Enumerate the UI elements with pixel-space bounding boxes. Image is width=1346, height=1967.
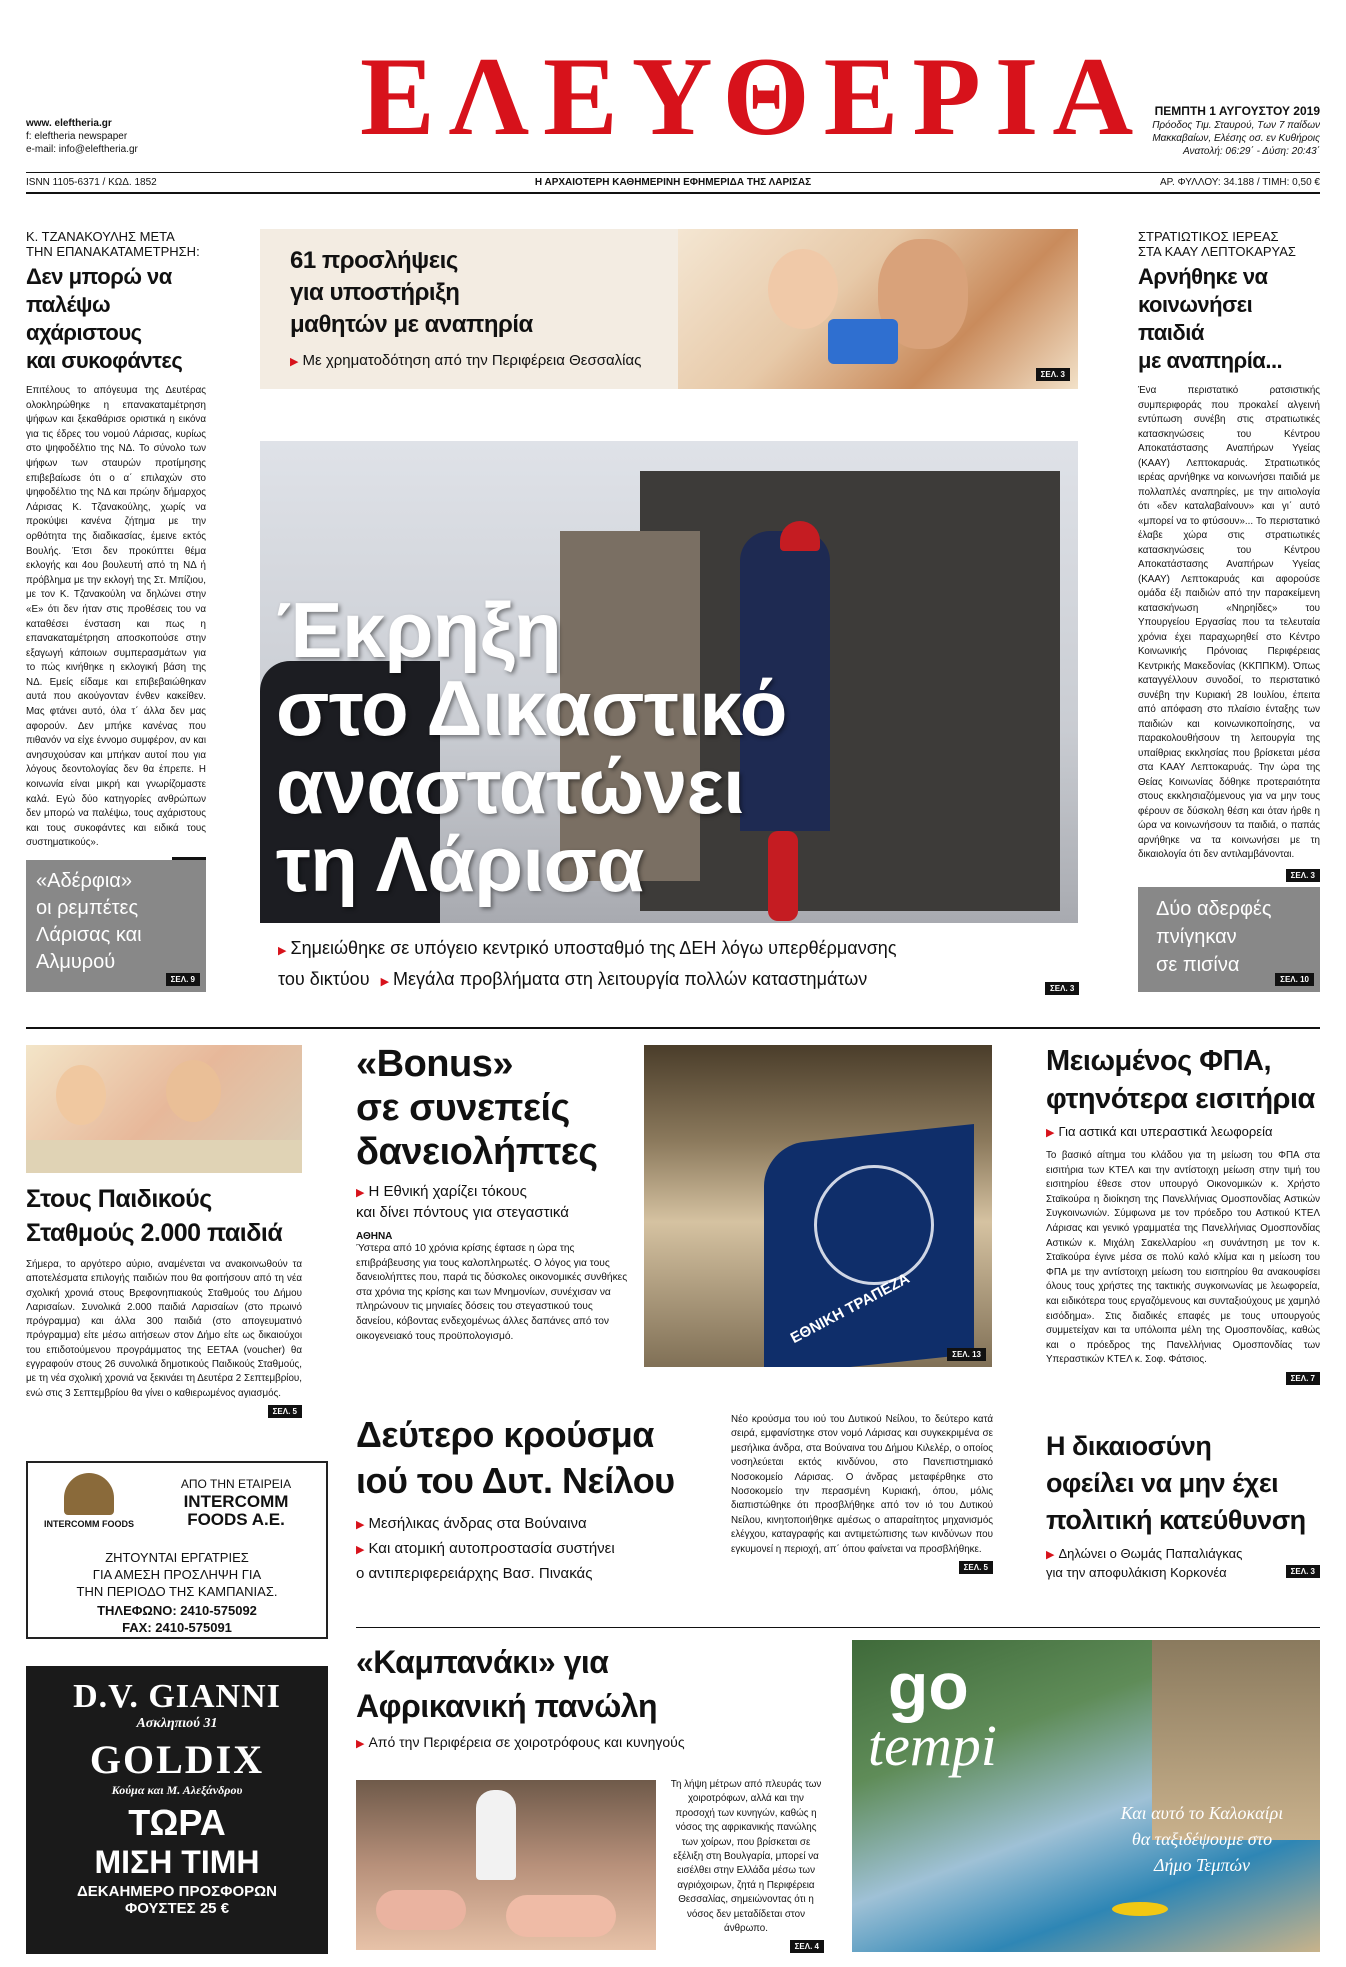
masthead-saints1: Πρόοδος Τιμ. Σταυρού, Των 7 παίδων — [1152, 120, 1320, 131]
left-body: Επιτέλους το απόγευμα της Δευτέρας ολοκληρώθηκε η επανακαταμέτρηση ψήφων και ξεκαθάρισε οριστικά η εικόνα για τις έδρες του νομού Λάρισας, κυρίως στο ψηφοδέλτιο της ΝΔ. Το σύνολο των ψήφων των σταυρών προτίμησης επιβεβαίωσε ότι ο α΄ επιλαχών στο ψηφοδέλτιο της ΝΔ και πρώην δήμαρχος Λάρισας Κ. Τζανακούλης, χωρίς να προκύψει κανένα ζήτημα με την ορθότητα της διαδικασίας, έμεινε εκτός Βουλής. Έτσι δεν προκύπτει θέμα εκλογής και 4ου βουλευτή από τη ΝΔ ή πρόβλημα με την εκλογή της Στ. Μπίζιου, με τον Κ. Τζανακούλη να δηλώνει στην «Ε» ότι δεν ήταν στις προθέσεις του να καταθέσει ένσταση και πως η επανακαταμέτρηση αποσκοπούσε στην εξαγωγή κάποιων συμπερασμάτων για το πώς κινήθηκε η εκλογική βάση της ΝΔ. Εμείς είδαμε και επιβεβαιώθηκαν αυτά που ακούγονταν ένθεν κακείθεν. Μας φτάνει αυτό, όλα τ΄ άλλα δεν μας αφορούν. Δεν μπήκε κανένας που πιθανόν να είχε έννομο συμφέρον, αν και ανησυχούσαν και μπήκαν αυτοί που για λόγους δεοντολογίας δεν θα έπρεπε. Η κοινωνία είναι μικρή και γνωρίζομαστε καλά. Εγώ δύο κατηγορίες ανθρώπων δεν μπορώ να παλέψω, τους αχάριστους και τους συκοφάντες και ειδικά τους συστηματικούς». — [26, 385, 206, 849]
right-headline[interactable]: Αρνήθηκε να κοινωνήσει παιδιά με αναπηρία... — [1138, 264, 1283, 373]
masthead-issn: ISNN 1105-6371 / ΚΩΔ. 1852 — [26, 177, 157, 188]
page-ref: ΣΕΛ. 5 — [959, 1561, 993, 1574]
right-body: Ένα περιστατικό ρατσιστικής συμπεριφοράς που προκαλεί αλγεινή εντύπωση συνέβη στις στρατιωτικές κατασκηνώσεις του Κέντρου Αποκατάστασης Αναπήρων Υγείας (ΚΑΑΥ) Λεπτοκαρυάς. Στρατιωτικός ιερέας αρνήθηκε να κοινωνήσει παιδιά με πολλαπλές αναπηρίες, με την αιτιολογία ότι «δεν καταλαβαίνουν» και γι΄ αυτό «μπορεί να το φτύσουν»... Το περιστατικό έλαβε χώρα στις στρατιωτικές κατασκηνώσεις του Κέντρου Αποκατάστασης Αναπήρων Υγείας (ΚΑΑΥ) Λεπτοκαρυάς και αφορούσε ομάδα έξι παιδιών από την παρακείμενη κατασκήνωση «Νηρηίδες» του Υπουργείου Εργασίας που τα τελευταία χρόνια έχει παραχωρηθεί στο Κέντρο Κοινωνικής Πρόνοιας Περιφέρειας Κεντρικής Μακεδονίας (ΚΚΠΠΚΜ). Όπως καταγγέλλουν συνοδοί, το περιστατικό συνέβη την Κυριακή 28 Ιουλίου, έπειτα από απόφαση στο πλαίσιο ένταξης των παιδιών και κοινωνικοποίησης, να παρακολουθήσουν τη λειτουργία της υπαίθριας εκκλησίας που βρίσκεται μέσα στα ΚΑΑΥ Λεπτοκαρυάς. Την ώρα της Θείας Κοινωνίας δόθηκε προτεραιότητα στους εκκλησιαζόμενους για να μην τους φέρουν σε δύσκολη θέση και όταν ήρθε η ώρα να κοινωνήσουν τα παιδιά, ο παπάς αρνήθηκε να τα κοινωνήσει με τη δικαιολογία ότι δεν αντιλαμβάνονται. — [1138, 385, 1320, 860]
masthead-tagline: Η ΑΡΧΑΙΟΤΕΡΗ ΚΑΘΗΜΕΡΙΝΗ ΕΦΗΜΕΡΙΔΑ ΤΗΣ ΛΑΡΙΣΑΣ — [534, 177, 812, 188]
divider — [26, 1027, 1320, 1029]
bank-logo-icon — [814, 1165, 934, 1285]
tempi-ad[interactable]: go tempi Και αυτό το Καλοκαίρι θα ταξιδέψουμε στο Δήμο Τεμπών — [852, 1640, 1320, 1952]
page-ref: ΣΕΛ. 3 — [1045, 982, 1079, 995]
bonus-story[interactable]: «Bonus» σε συνεπείς δανειολήπτες ▶ Η Εθνική χαρίζει τόκους και δίνει πόντους για στεγαστικά ΑΘΗΝΑ Ύστερα από 10 χρόνια κρίσης έφτασε η ώρα της επιβράβευσης για τους καλοπληρωτές. Ο λόγος για τους δανειολήπτες που, παρά τις δύσκολες οικονομικές συνθήκες στα χρόνια της κρίσης και των Μνημονίων, συνέχισαν να πληρώνουν τις μηνιαίες δόσεις του στεγαστικού τους δανείου, κόβοντας ενδεχομένως άλλες δαπάνες από τον οικογενειακό τους προϋπολογισμό. — [356, 1043, 628, 1342]
masthead-sun: Ανατολή: 06:29΄ - Δύση: 20:43΄ — [1183, 146, 1320, 157]
left-story — [26, 229, 206, 871]
masthead-fb: f: eleftheria newspaper — [26, 131, 128, 142]
page-ref: ΣΕΛ. 10 — [1275, 973, 1314, 986]
page-ref: ΣΕΛ. 13 — [947, 1348, 986, 1361]
left-kicker1: Κ. ΤΖΑΝΑΚΟΥΛΗΣ ΜΕΤΑ — [26, 229, 175, 244]
left-kicker2: ΤΗΝ ΕΠΑΝΑΚΑΤΑΜΕΤΡΗΣΗ: — [26, 244, 200, 259]
nile-story[interactable]: Δεύτερο κρούσμα ιού του Δυτ. Νείλου ▶ Μεσήλικας άνδρας στα Βούναινα ▶ Και ατομική αυτοπροστασία συστήνει ο αντιπεριφερειάρχης Βασ. Πινακάς — [356, 1414, 675, 1582]
toy-icon — [828, 319, 898, 364]
main-subheads: ▶ Σημειώθηκε σε υπόγειο κεντρικό υποσταθμό της ΔΕΗ λόγω υπερθέρμανσης του δικτύου ▶ Μεγάλα προβλήματα στη λειτουργία πολλών καταστημάτων — [278, 938, 897, 989]
kayak-icon — [1112, 1902, 1168, 1916]
masthead-web[interactable]: www. eleftheria.gr — [26, 118, 112, 129]
masthead-title: ΕΛΕΥΘΕΡΙΑ — [360, 35, 1148, 159]
divider — [26, 192, 1320, 194]
pigs-photo — [356, 1780, 656, 1950]
nile-body: Νέο κρούσμα του ιού του Δυτικού Νείλου, το δεύτερο κατά σειρά, εμφανίστηκε στον νομό Λάρισας και συγκεκριμένα σε μεσήλικα άνδρα, στα Βούναινα του Δήμου Κιλελέρ, ο οποίος νοσηλεύεται εκτός κινδύνου, στο Πανεπιστημιακό Νοσοκομείο Λάρισας. Ο άνδρας μεταφέρθηκε στο Νοσοκομείο την περασμένη Κυριακή, όπου, μόλις διαπιστώθηκε ότι προσβλήθηκε από τον ιό του Δυτικού Νείλου, κινητοποιήθηκε αμέσως ο απαραίτητος μηχανισμός ελέγχου, καταγραφής και αντιμετώπισης των κινδύνων που εγκυμονεί η περιοχή, απ΄ όπου φαίνεται να προσβλήθηκε. ΣΕΛ. 5 — [731, 1414, 993, 1573]
tempi-logo-word: tempi — [868, 1713, 997, 1778]
page-ref: ΣΕΛ. 7 — [1286, 1372, 1320, 1385]
right-grey-story[interactable]: Δύο αδερφές πνίγηκαν σε πισίνα ΣΕΛ. 10 — [1138, 887, 1320, 992]
top-banner[interactable]: 61 προσλήψεις για υποστήριξη μαθητών με αναπηρία ▶ Με χρηματοδότηση από την Περιφέρεια Θεσσαλίας ΣΕΛ. 3 — [260, 229, 1078, 389]
left-grey-story[interactable]: «Αδέρφια» οι ρεμπέτες Λάρισας και Αλμυρού ΣΕΛ. 9 — [26, 860, 206, 992]
chef-icon — [64, 1473, 114, 1515]
swine-body: Τη λήψη μέτρων από πλευράς των χοιροτρόφων, αλλά και την προσοχή των κυνηγών, καθώς η νόσος της αφρικανικής πανώλης των χοίρων, που βρίσκεται σε εξέλιξη στη Βουλγαρία, μπορεί να εισέλθει στην Ελλάδα μέσω των αγριόχοιρων, ζητά η Περιφέρεια Θεσσαλίας, σημειώνοντας ότι η νόσος δεν μεταδίδεται στον άνθρωπο. ΣΕΛ. 4 — [668, 1778, 824, 1954]
child-face — [768, 249, 838, 329]
main-photo[interactable] — [260, 441, 1078, 923]
swine-story[interactable]: «Καμπανάκι» για Αφρικανική πανώλη ▶ Από την Περιφέρεια σε χοιροτρόφους και κυνηγούς — [356, 1644, 685, 1750]
main-headline: Έκρηξη στο Δικαστικό αναστατώνει τη Λάρισα — [276, 586, 787, 908]
page-ref: ΣΕΛ. 3 — [1286, 869, 1320, 882]
page-ref: ΣΕΛ. 4 — [790, 1940, 824, 1953]
left-headline[interactable]: Δεν μπορώ να παλέψω αχάριστους και συκοφάντες — [26, 264, 183, 373]
right-story: ΣΤΡΑΤΙΩΤΙΚΟΣ ΙΕΡΕΑΣ ΣΤΑ ΚΑΑΥ ΛΕΠΤΟΚΑΡΥΑΣ Αρνήθηκε να κοινωνήσει παιδιά με αναπηρία... Ένα περιστατικό ρατσιστικής συμπεριφοράς που προκαλεί αλγεινή εντύπωση συνέβη στις στρατιωτικές κατασκηνώσεις του Κέντρου Αποκατάστασης Αναπήρων Υγείας (ΚΑΑΥ) Λεπτοκαρυάς. Στρατιωτικός ιερέας αρνήθηκε να κοινωνήσει παιδιά με πολλαπλές αναπηρίες, με την αιτιολογία ότι «δεν καταλαβαίνουν» και γι΄ αυτό «μπορεί να το φτύσουν»... Το περιστατικό έλαβε χώρα στις στρατιωτικές κατασκηνώσεις του Κέντρου Αποκατάστασης Αναπήρων Υγείας (ΚΑΑΥ) Λεπτοκαρυάς και αφορούσε ομάδα έξι παιδιών από την παρακείμενη κατασκήνωση «Νηρηίδες» του Υπουργείου Εργασίας που τα τελευταία χρόνια έχει παραχωρηθεί στο Κέντρο Κοινωνικής Πρόνοιας Περιφέρειας Κεντρικής Μακεδονίας (ΚΚΠΠΚΜ). Όπως καταγγέλλουν συνοδοί, το περιστατικό συνέβη την Κυριακή 28 Ιουλίου, έπειτα από απόφαση στο πλαίσιο ένταξης των παιδιών και κοινωνικοποίησης, να παρακολουθήσουν τη λειτουργία της υπαίθριας εκκλησίας που βρίσκεται μέσα στα ΚΑΑΥ Λεπτοκαρυάς. Την ώρα της Θείας Κοινωνίας δόθηκε προτεραιότητα στους εκκλησιαζόμενους για να μην τους φέρουν σε δύσκολη θέση και όταν ήρθε η ώρα να κοινωνήσουν τα παιδιά, ο παπάς αρνήθηκε να τα κοινωνήσει με τη δικαιολογία ότι δεν αντιλαμβάνονται. ΣΕΛ. 3 — [1138, 229, 1320, 880]
fpa-story[interactable]: Μειωμένος ΦΠΑ, φτηνότερα εισιτήρια ▶ Για αστικά και υπεραστικά λεωφορεία Το βασικό αίτημα του κλάδου για τη μείωση του ΦΠΑ στα εισιτήρια των ΚΤΕΛ και την αντίστοιχη μείωση στην τιμή του εισιτηρίου έθεσε στον υπουργό Οικονομικών κ. Χρήστο Σταϊκούρα η διοίκηση της Πανελλήνιας Ομοσπονδίας Αστικών Συγκοινωνιών. Σύμφωνα με τον πρόεδρο του Αστικού ΚΤΕΛ Λάρισας και γενικό γραμματέα της Πανελλήνιας Ομοσπονδίας Αστικών κ. Μιχάλη Σακελλαρίου «η συνάντηση με τον κ. Σταϊκούρα έγινε μέσα σε πολύ καλό κλίμα και η μείωση του ΦΠΑ με την αντίστοιχη μείωση του εισιτηρίου θα ανακουφίσει όλους τους χρήστες της τακτικής συγκοινωνίας με λεωφορεία, και ειδικότερα τους εργαζόμενους και συνταξιούχους με χαμηλό εισόδημα». Στις διαδικές επαφές με τους υπουργούς συμμετείχαν και τα υπόλοιπα μέλη της Ομοσπονδίας, καθώς και ο πρόεδρος της Πανελλήνιας Ομοσπονδίας των Υπεραστικών ΚΤΕΛ κ. Σοφ. Φάτσιος. ΣΕΛ. 7 — [1046, 1045, 1320, 1383]
goldix-ad[interactable]: D.V. GIANNI Ασκληπιού 31 GOLDIX Κούμα και Μ. Αλεξάνδρου ΤΩΡΑ ΜΙΣΗ ΤΙΜΗ ΔΕΚΑΗΜΕΡΟ ΠΡΟΣΦΟΡΩΝ ΦΟΥΣΤΕΣ 25 € — [26, 1666, 328, 1954]
bank-photo: ΕΘΝΙΚΗ ΤΡΑΠΕΖΑ ΣΕΛ. 13 — [644, 1045, 992, 1367]
masthead-date: ΠΕΜΠΤΗ 1 ΑΥΓΟΥΣΤΟΥ 2019 — [1154, 104, 1320, 118]
page-ref: ΣΕΛ. 5 — [268, 1405, 302, 1418]
intercomm-ad[interactable]: INTERCOMM FOODS ΑΠΟ ΤΗΝ ΕΤΑΙΡΕΙΑ INTERCOMM FOODS A.E. ΖΗΤΟΥΝΤΑΙ ΕΡΓΑΤΡΙΕΣ ΓΙΑ ΑΜΕΣΗ ΠΡΟΣΛΗΨΗ ΓΙΑ ΤΗΝ ΠΕΡΙΟΔΟ ΤΗΣ ΚΑΜΠΑΝΙΑΣ. ΤΗΛΕΦΩΝΟ: 2410-575092 FAX: 2410-575091 — [26, 1461, 328, 1639]
page-ref: ΣΕΛ. 3 — [1286, 1565, 1320, 1578]
page-ref: ΣΕΛ. 3 — [1036, 368, 1070, 381]
intercomm-logo: INTERCOMM FOODS — [34, 1473, 144, 1543]
justice-story[interactable]: Η δικαιοσύνη οφείλει να μην έχει πολιτική κατεύθυνση ▶ Δηλώνει ο Θωμάς Παπαλιάγκας για την αποφυλάκιση Κορκονέα ΣΕΛ. 3 — [1046, 1428, 1320, 1582]
vet-figure — [476, 1790, 516, 1880]
kids-story[interactable]: Στους Παιδικούς Σταθμούς 2.000 παιδιά Σήμερα, το αργότερο αύριο, αναμένεται να ανακοινωθούν τα αποτελέσματα επιλογής παιδιών που θα φοιτήσουν από τη νέα σχολική χρονιά στους Βρεφονηπιακούς Σταθμούς του Δήμου Λαρισαίων. Συνολικά 2.000 παιδιά Λαρισαίων (στο πρωινό πρόγραμμα) και άλλα 300 παιδιά (στο απογευματινό πρόγραμμα) είτε μέσω αιτήσεων στον Δήμο είτε ως δικαιούχοι του επιδοτούμενου προγράμματος της ΕΕΤΑΑ (voucher) θα εγγραφούν στους 26 συνολικά δημοτικούς Παιδικούς Σταθμούς, με τη νέα σχολική χρονιά να ξεκινάει τη Δευτέρα 2 Σεπτεμβρίου, ενώ στις 3 Σεπτεμβρίου θα γίνει ο καθιερωμένος αγιασμός. ΣΕΛ. 5 — [26, 1185, 302, 1416]
kids-photo — [26, 1045, 302, 1173]
masthead-email[interactable]: e-mail: info@eleftheria.gr — [26, 144, 138, 155]
tempi-logo-go: go — [888, 1649, 969, 1723]
masthead-issue: ΑΡ. ΦΥΛΛΟΥ: 34.188 / ΤΙΜΗ: 0,50 € — [1159, 177, 1320, 188]
top-banner-sub: ▶ Με χρηματοδότηση από την Περιφέρεια Θεσσαλίας — [290, 352, 642, 369]
masthead-saints2: Μακκαβαίων, Ελέσης οσ. εν Κυθήροις — [1152, 133, 1320, 144]
divider — [26, 172, 1320, 173]
children-photo — [678, 229, 1078, 389]
divider — [356, 1627, 1320, 1628]
page-ref: ΣΕΛ. 9 — [166, 973, 200, 986]
masthead-date-block — [1152, 103, 1320, 158]
masthead-contacts — [26, 117, 138, 156]
